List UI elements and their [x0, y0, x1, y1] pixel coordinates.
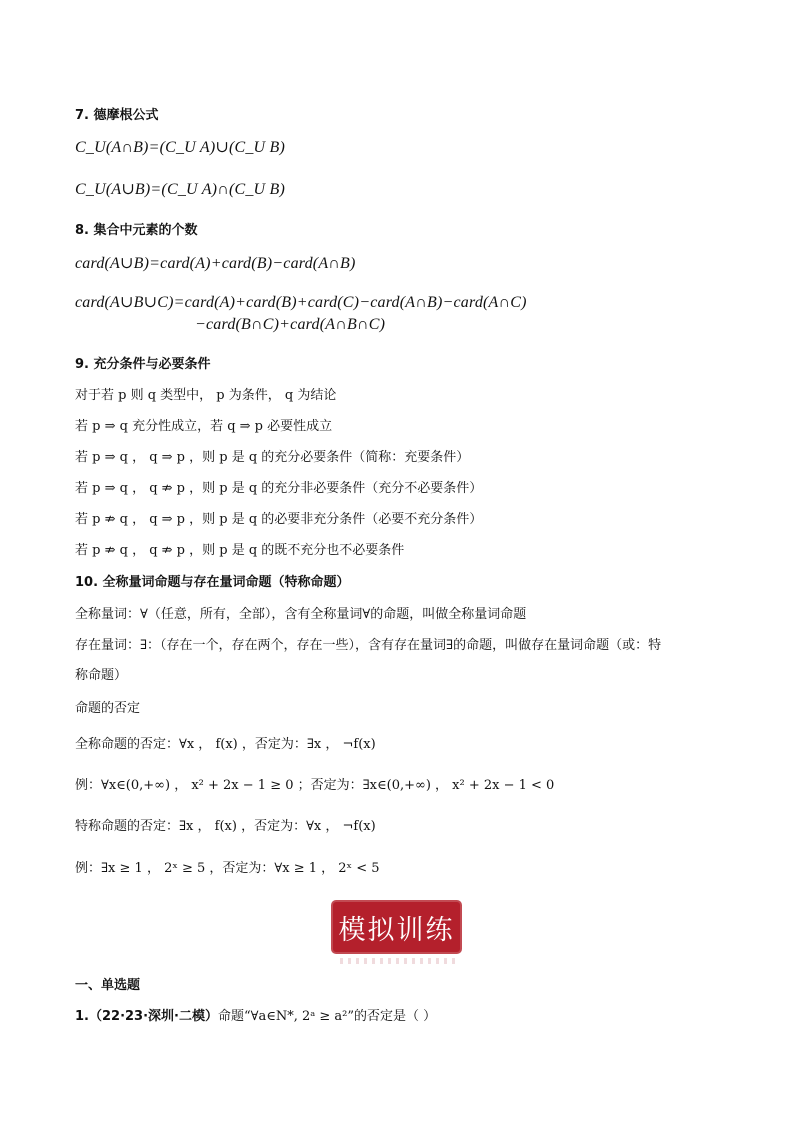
condition-line-2: 若 p ⇒ q 充分性成立，若 q ⇒ p 必要性成立 — [75, 419, 333, 434]
quantifier-line-2b: 称命题） — [75, 668, 128, 683]
negation-line-1: 全称命题的否定：∀x ， f(x) ，否定为：∃x ， ¬f(x) — [75, 737, 376, 752]
question-1 — [75, 1005, 436, 1024]
condition-line-4: 若 p ⇒ q ， q ⇏ p ，则 p 是 q 的充分非必要条件（充分不必要条件） — [75, 481, 483, 496]
section-10-heading: 10. 全称量词命题与存在量词命题（特称命题） — [75, 575, 350, 590]
practice-stamp-label: 模拟训练 — [338, 914, 455, 946]
card-formula-1: card(A∪B)=card(A)+card(B)−card(A∩B) — [75, 255, 356, 272]
de-morgan-formula-1: C_U(A∩B)=(C_U A)∪(C_U B) — [75, 139, 286, 156]
condition-line-1: 对于若 p 则 q 类型中， p 为条件， q 为结论 — [75, 388, 337, 403]
stamp-ink-smudge — [340, 958, 455, 964]
condition-line-6: 若 p ⇏ q ， q ⇏ p ，则 p 是 q 的既不充分也不必要条件 — [75, 543, 405, 558]
practice-stamp — [333, 902, 460, 952]
question-1-text: 命题“∀a∈N*, 2ᵃ ≥ a²”的否定是（ ） — [217, 1009, 437, 1024]
card-formula-2-line-2: −card(B∩C)+card(A∩B∩C) — [195, 316, 386, 333]
negation-heading: 命题的否定 — [75, 701, 141, 716]
section-8-heading: 8. 集合中元素的个数 — [75, 223, 198, 238]
negation-line-2: 特称命题的否定：∃x ， f(x) ，否定为：∀x ， ¬f(x) — [75, 819, 376, 834]
de-morgan-formula-2: C_U(A∪B)=(C_U A)∩(C_U B) — [75, 181, 286, 198]
question-1-source: （22·23·深圳·二模） — [88, 1009, 218, 1024]
section-9-heading: 9. 充分条件与必要条件 — [75, 357, 211, 372]
negation-example-2: 例：∃x ≥ 1 ， 2ˣ ≥ 5 ，否定为：∀x ≥ 1 ， 2ˣ < 5 — [75, 861, 380, 876]
negation-example-1: 例：∀x∈(0,+∞) ， x² + 2x − 1 ≥ 0 ；否定为：∃x∈(0,+∞) ， x² + 2x − 1 < 0 — [75, 778, 555, 793]
section-7-heading: 7. 德摩根公式 — [75, 108, 159, 123]
quantifier-line-1: 全称量词：∀（任意，所有，全部），含有全称量词∀的命题，叫做全称量词命题 — [75, 607, 527, 622]
question-1-number: 1. — [75, 1009, 89, 1024]
condition-line-5: 若 p ⇏ q ， q ⇒ p ，则 p 是 q 的必要非充分条件（必要不充分条件） — [75, 512, 483, 527]
condition-line-3: 若 p ⇒ q ， q ⇒ p ，则 p 是 q 的充分必要条件（简称：充要条件） — [75, 450, 470, 465]
card-formula-2-line-1: card(A∪B∪C)=card(A)+card(B)+card(C)−card(A∩B)−card(A∩C) — [75, 294, 527, 311]
exercise-section-heading: 一、单选题 — [75, 978, 141, 993]
quantifier-line-2a: 存在量词：∃：（存在一个，存在两个，存在一些），含有存在量词∃的命题，叫做存在量词命题（或：特 — [75, 638, 662, 653]
